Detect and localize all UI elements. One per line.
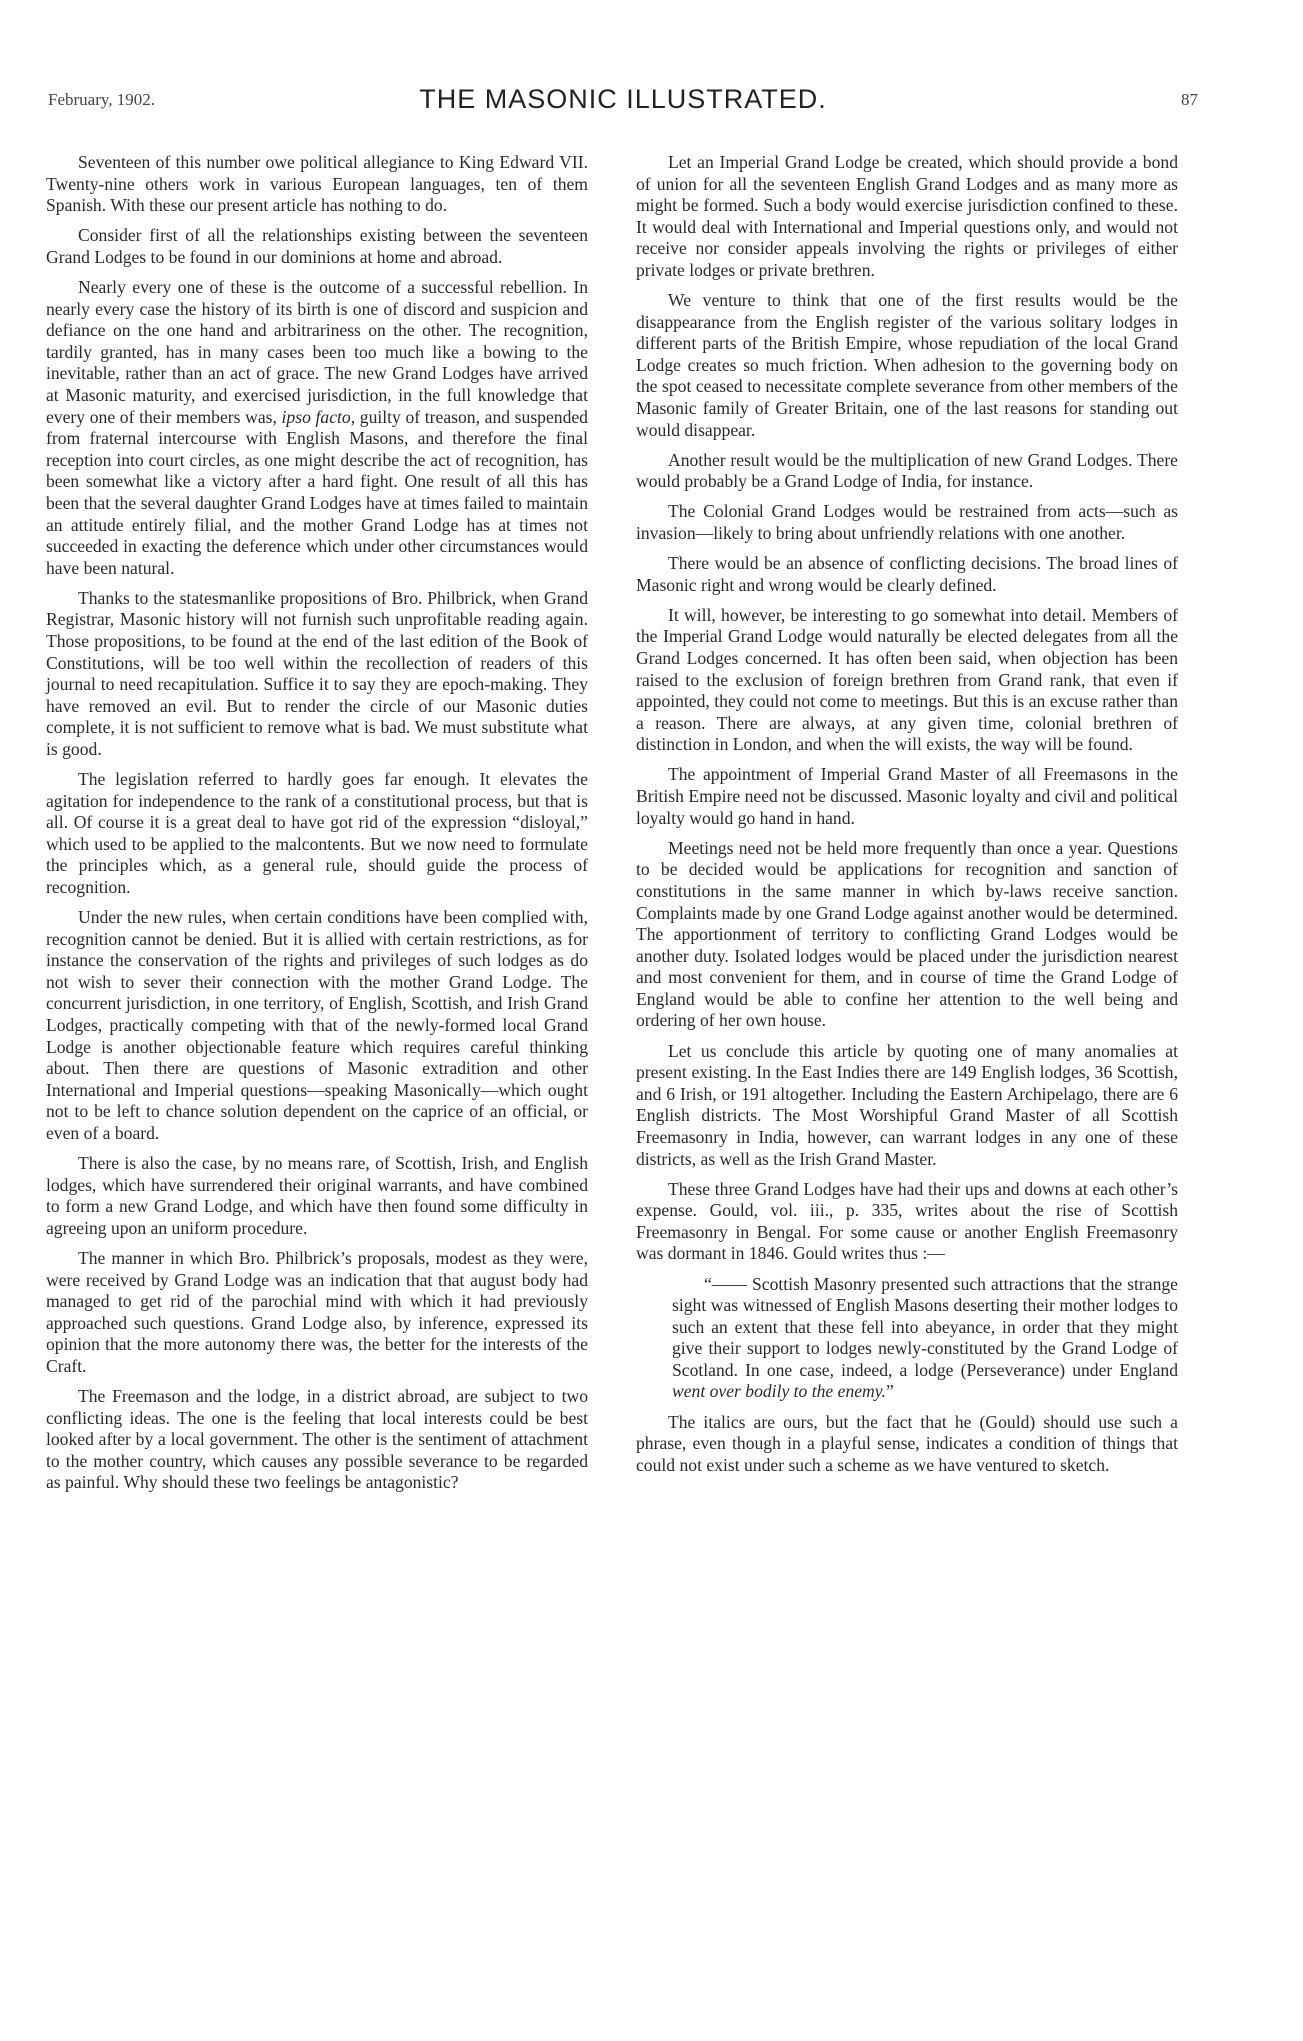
left-column bbox=[46, 152, 588, 1503]
page-number: 87 bbox=[1181, 90, 1198, 109]
text-run: guilty of treason, and suspended from fraternal intercourse with English Masons, and therefore the final reception into court circles, as one might describe the act of recognition, has been somewhat like a victory after a hard fight. One result of all this has been that the several daughter Grand Lodges have at times failed to maintain an attitude entirely filial, and the mother Grand Lodge has at times not succeeded in exacting the deference which under other circumstances would have been natural. bbox=[46, 406, 588, 578]
paragraph: The Colonial Grand Lodges would be restrained from acts—such as invasion—likely to bring about unfriendly relations with one another. bbox=[636, 501, 1178, 543]
paragraph: Let an Imperial Grand Lodge be created, which should provide a bond of union for all the seventeen English Grand Lodges and as many more as might be formed. Such a body would exercise jurisdiction confined to these. It would deal with International and Imperial questions only, and would not receive nor consider appeals involving the rights or privileges of either private lodges or private brethren. bbox=[636, 152, 1178, 280]
paragraph: The legislation referred to hardly goes far enough. It elevates the agitation for independence to the rank of a constitutional process, but that is all. Of course it is a great deal to have got rid of the expression “disloyal,” which used to be applied to the malcontents. But we now need to formulate the principles which, as a general rule, should guide the process of recognition. bbox=[46, 769, 588, 897]
paragraph: These three Grand Lodges have had their ups and downs at each other’s expense. Gould, vol. iii., p. 335, writes about the rise of Scottish Freemasonry in Bengal. For some cause or another English Freemasonry was dormant in 1846. Gould writes thus :— bbox=[636, 1178, 1178, 1264]
publication-title: THE MASONIC ILLUSTRATED. bbox=[419, 84, 827, 114]
paragraph: The appointment of Imperial Grand Master of all Freemasons in the British Empire need not be discussed. Masonic loyalty and civil and political loyalty would go hand in hand. bbox=[636, 764, 1178, 828]
paragraph: Consider first of all the relationships existing between the seventeen Grand Lodges to be found in our dominions at home and abroad. bbox=[46, 225, 588, 267]
paragraph: Let us conclude this article by quoting one of many anomalies at present existing. In the East Indies there are 149 English lodges, 36 Scottish, and 6 Irish, or 191 altogether. Including the Eastern Archipelago, there are 6 English districts. The Most Worshipful Grand Master of all Scottish Freemasonry in India, however, can warrant lodges in any one of these districts, as well as the Irish Grand Master. bbox=[636, 1040, 1178, 1169]
paragraph: There is also the case, by no means rare, of Scottish, Irish, and English lodges, which have surrendered their original warrants, and have combined to form a new Grand Lodge, and which have then found some difficulty in agreeing upon an uniform procedure. bbox=[46, 1153, 588, 1238]
paragraph: The italics are ours, but the fact that he (Gould) should use such a phrase, even though in a playful sense, indicates a condition of things that could not exist under such a scheme as we have ventured to sketch. bbox=[636, 1411, 1178, 1475]
right-column bbox=[636, 152, 1178, 1485]
paragraph: There would be an absence of conflicting decisions. The broad lines of Masonic right and wrong would be clearly defined. bbox=[636, 553, 1178, 595]
quote-close: ” bbox=[886, 1381, 894, 1402]
paragraph: The Freemason and the lodge, in a district abroad, are subject to two conflicting ideas. The one is the feeling that local interests could be best looked after by a local government. The other is the sentiment of attachment to the mother country, which causes any possible severance to be regarded as painful. Why should these two feelings be antagonistic? bbox=[46, 1386, 588, 1493]
paragraph: The manner in which Bro. Philbrick’s proposals, modest as they were, were received by Grand Lodge was an indication that that august body had managed to get rid of the parochial mind with which it had previously approached such questions. Grand Lodge also, by inference, expressed its opinion that the more autonomy there was, the better for the interests of the Craft. bbox=[46, 1248, 588, 1376]
paragraph: Thanks to the statesmanlike propositions of Bro. Philbrick, when Grand Registrar, Masonic history will not furnish such unprofitable reading again. Those propositions, to be found at the end of the last edition of the Book of Constitutions, will be too well within the recollection of readers of this journal to need recapitulation. Suffice it to say they are epoch-making. They have removed an evil. But to render the circle of our Masonic duties complete, it is not sufficient to remove what is bad. We must substitute what is good. bbox=[46, 587, 588, 759]
issue-date: February, 1902. bbox=[48, 90, 156, 109]
block-quote bbox=[636, 1274, 1178, 1404]
paragraph: It will, however, be interesting to go somewhat into detail. Members of the Imperial Grand Lodge would naturally be elected delegates from all the Grand Lodges concerned. It has often been said, when objection has been raised to the exclusion of foreign brethren from Grand rank, that even if appointed, they could not come to meetings. But this is an excuse rather than a reason. There are always, at any given time, colonial brethren of distinction in London, and when the will exists, the way will be found. bbox=[636, 604, 1178, 755]
paragraph: Under the new rules, when certain conditions have been complied with, recognition cannot be denied. But it is allied with certain restrictions, as for instance the conservation of the rights and privileges of such lodges as do not wish to sever their connection with the mother Grand Lodge. The concurrent jurisdiction, in one territory, of English, Scottish, and Irish Grand Lodges, practically competing with that of the newly-formed local Grand Lodge is another objectionable feature which requires careful thinking about. Then there are questions of Masonic extradition and other International and Imperial questions—speaking Masonically—which ought not to be left to chance solution dependent on the caprice of an official, or even of a board. bbox=[46, 907, 588, 1144]
paragraph: We venture to think that one of the first results would be the disappearance from the English register of the various solitary lodges in different parts of the British Empire, whose repudiation of the local Grand Lodge creates so much friction. When adhesion to the governing body on the spot ceased to necessitate complete severance from other members of the Masonic family of Greater Britain, one of the last reasons for standing out would disappear. bbox=[636, 290, 1178, 440]
page-header bbox=[48, 84, 1198, 118]
quote-text: “—— Scottish Masonry presented such attractions that the strange sight was witnessed of English Masons deserting their mother lodges to such an extent that these fell into abeyance, in order that they might give their support to lodges newly-constituted by the Grand Lodge of Scotland. In one case, indeed, a lodge (Perseverance) under England bbox=[672, 1273, 1178, 1380]
text-run: Nearly every one of these is the outcome of a successful rebellion. In nearly every case the history of its birth is one of discord and suspicion and defiance on the one hand and arbitrariness on the other. The recognition, tardily granted, has in many cases been too much like a bowing to the inevitable, rather than an act of grace. The new Grand Lodges have arrived at Masonic maturity, and exercised jurisdiction, in the full knowledge that every one of their members was, bbox=[46, 276, 588, 427]
italic-text: ipso facto, bbox=[281, 406, 356, 427]
paragraph: Another result would be the multiplication of new Grand Lodges. There would probably be a Grand Lodge of India, for instance. bbox=[636, 449, 1178, 492]
paragraph: Meetings need not be held more frequently than once a year. Questions to be decided would be applications for recognition and sanction of constitutions in the same manner in which by-laws receive sanction. Complaints made by one Grand Lodge against another would be determined. The apportionment of territory to conflicting Grand Lodges would be another duty. Isolated lodges would be placed under the jurisdiction nearest and most convenient for them, and in course of time the Grand Lodge of England would be able to confine her attention to the well being and ordering of her own house. bbox=[636, 837, 1178, 1031]
paragraph bbox=[46, 277, 588, 579]
italic-text: went over bodily to the enemy. bbox=[672, 1381, 886, 1402]
paragraph: Seventeen of this number owe political allegiance to King Edward VII. Twenty-nine others work in various European languages, ten of them Spanish. With these our present article has nothing to do. bbox=[46, 152, 588, 216]
